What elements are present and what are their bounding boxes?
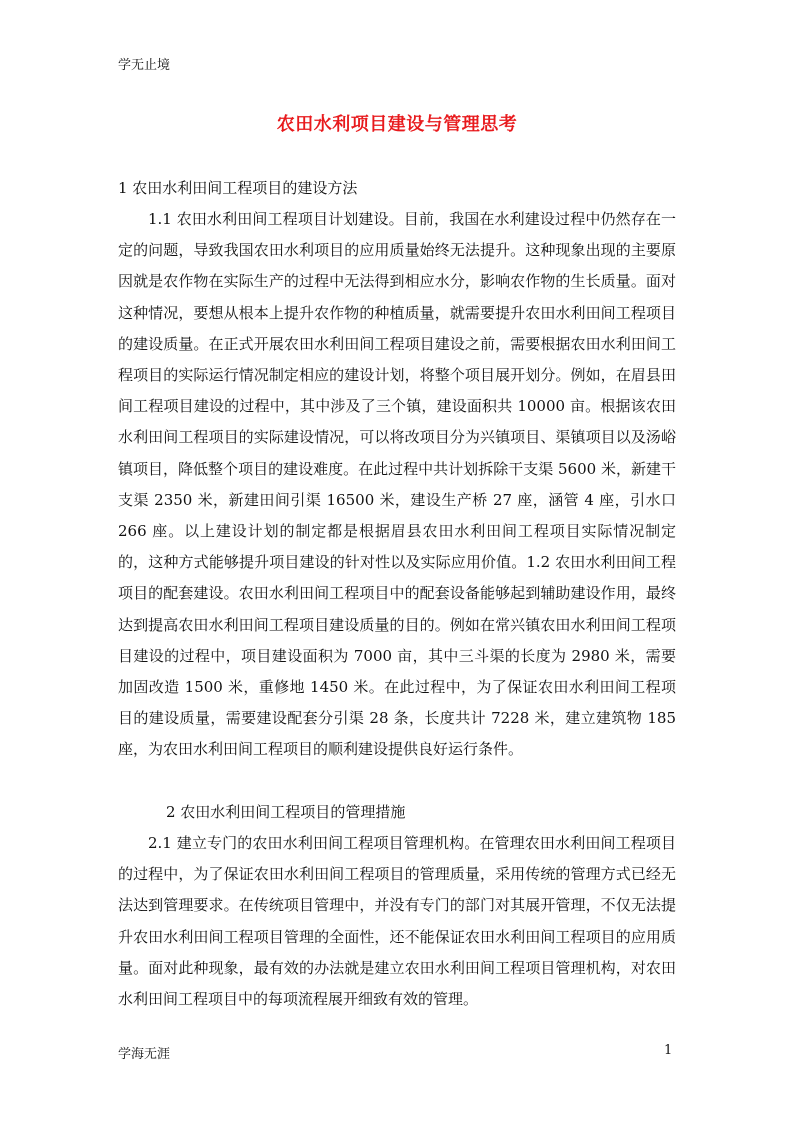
header-text: 学无止境 — [118, 58, 171, 73]
section-heading-1: 1 农田水利田间工程项目的建设方法 — [118, 179, 358, 197]
section-heading-2: 2 农田水利田间工程项目的管理措施 — [166, 803, 406, 821]
section-1-paragraph: 1.1 农田水利田间工程项目计划建设。目前，我国在水利建设过程中仍然存在一定的问题，导致我国农田水利项目的应用质量始终无法提升。这种现象出现的主要原因就是农作物在实际生产的过程中无法得到相应水分，影响农作物的生长质量。面对这种情况，要想从根本上提升农作物的种植质量，就需要提升农田水利田间工程项目的建设质量。在正式开展农田水利田间工程项目建设之前，需要根据农田水利田间工程项目的实际运行情况制定相应的建设计划，将整个项目展开划分。例如，在眉县田间工程项目建设的过程中，其中涉及了三个镇，建设面积共 10000 亩。根据该农田水利田间工程项目的实际建设情况，可以将改项目分为兴镇项目、渠镇项目以及汤峪镇项目，降低整个项目的建设难度。在此过程中共计划拆除干支渠 5600 米，新建干支渠 2350 米，新建田间引渠 16500 米，建设生产桥 27 座，涵管 4 座，引水口 266 座。以上建设计划的制定都是根据眉县农田水利田间工程项目实际情况制定的，这种方式能够提升项目建设的针对性以及实际应用价值。1.2 农田水利田间工程项目的配套建设。农田水利田间工程项目中的配套设备能够起到辅助建设作用，最终达到提高农田水利田间工程项目建设质量的目的。例如在常兴镇农田水利田间工程项目建设的过程中，项目建设面积为 7000 亩，其中三斗渠的长度为 2980 米，需要加固改造 1500 米，重修地 1450 米。在此过程中，为了保证农田水利田间工程项目的建设质量，需要建设配套分引渠 28 条，长度共计 7228 米，建立建筑物 185 座，为农田水利田间工程项目的顺利建设提供良好运行条件。 — [118, 210, 676, 759]
page-number: 1 — [664, 1043, 673, 1058]
document-title: 农田水利项目建设与管理思考 — [276, 114, 518, 135]
section-2-paragraph: 2.1 建立专门的农田水利田间工程项目管理机构。在管理农田水利田间工程项目的过程中，为了保证农田水利田间工程项目的管理质量，采用传统的管理方式已经无法达到管理要求。在传统项目管理中，并没有专门的部门对其展开管理，不仅无法提升农田水利田间工程项目管理的全面性，还不能保证农田水利田间工程项目的应用质量。面对此种现象，最有效的办法就是建立农田水利田间工程项目管理机构，对农田水利田间工程项目中的每项流程展开细致有效的管理。 — [118, 834, 676, 1009]
footer-text: 学海无涯 — [118, 1047, 171, 1062]
